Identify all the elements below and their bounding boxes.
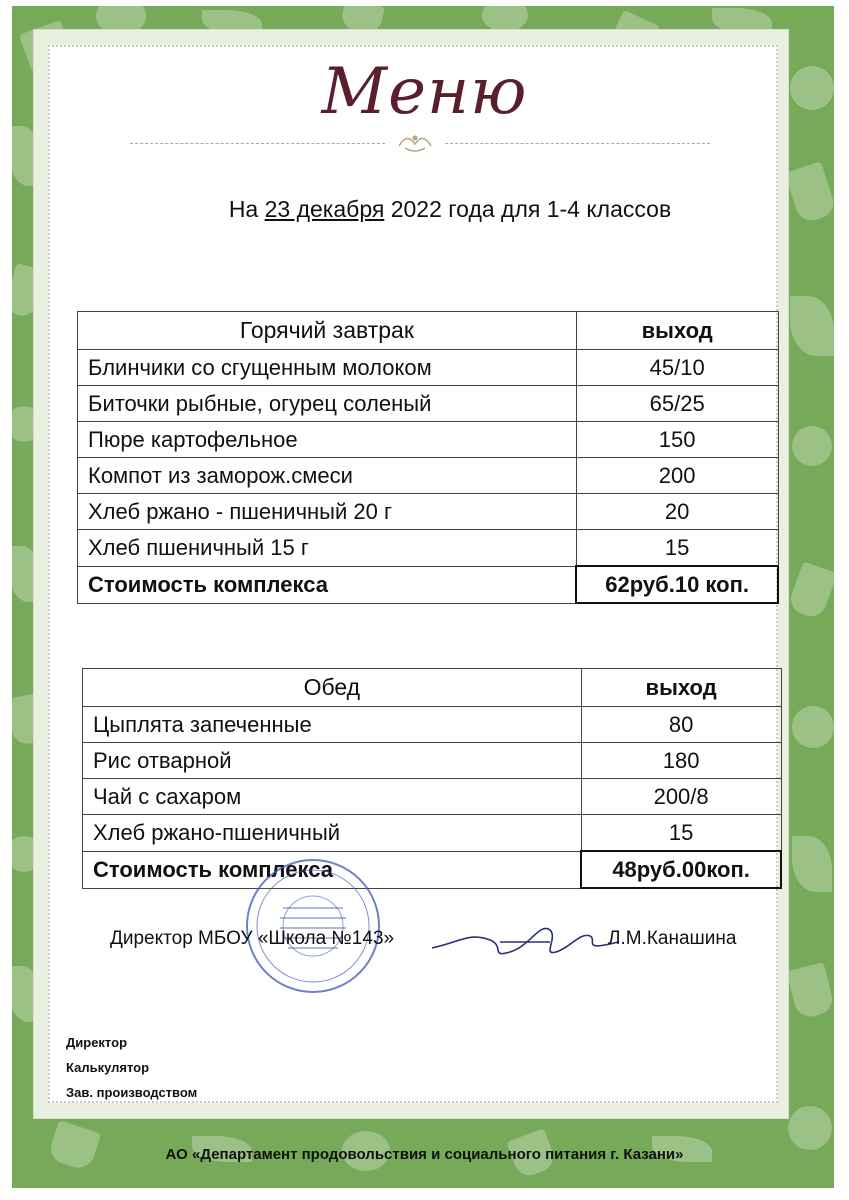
official-stamp	[238, 856, 388, 996]
dish-name: Компот из заморож.смеси	[78, 458, 577, 494]
divider-left	[130, 143, 385, 144]
qty-header: выход	[576, 312, 778, 350]
table-row	[78, 422, 779, 458]
total-row	[78, 566, 779, 603]
dish-qty: 15	[581, 815, 781, 852]
dish-name: Блинчики со сгущенным молоком	[78, 350, 577, 386]
dish-qty: 15	[576, 530, 778, 567]
dish-name: Цыплята запеченные	[83, 707, 582, 743]
menu-date-line	[0, 196, 849, 223]
total-price: 62руб.10 коп.	[576, 566, 778, 603]
total-price: 48руб.00коп.	[581, 851, 781, 888]
divider-right	[445, 143, 710, 144]
dish-qty: 80	[581, 707, 781, 743]
dish-qty: 65/25	[576, 386, 778, 422]
dish-qty: 20	[576, 494, 778, 530]
dish-name: Чай с сахаром	[83, 779, 582, 815]
sig-calculator: Калькулятор	[66, 1060, 150, 1075]
table-row	[78, 386, 779, 422]
table-row	[83, 815, 782, 852]
table-row	[78, 494, 779, 530]
subtitle-prefix: На	[228, 196, 265, 222]
qty-header: выход	[581, 669, 781, 707]
dish-name: Пюре картофельное	[78, 422, 577, 458]
lunch-header: Обед	[83, 669, 582, 707]
signature-list	[66, 1030, 197, 1105]
table-row	[83, 779, 782, 815]
table-header-row	[78, 312, 779, 350]
subtitle-suffix: 2022 года для 1-4 классов	[384, 196, 672, 222]
menu-date: 23 декабря	[264, 196, 385, 222]
organization-footer: АО «Департамент продовольствия и социального питания г. Казани»	[165, 1146, 684, 1163]
table-header-row	[83, 669, 782, 707]
director-title: Директор МБОУ «Школа №143»	[110, 928, 395, 949]
sig-production-head: Зав. производством	[66, 1085, 198, 1100]
dish-qty: 180	[581, 743, 781, 779]
menu-title: Меню	[321, 55, 528, 129]
breakfast-header: Горячий завтрак	[78, 312, 577, 350]
ornament-icon	[395, 128, 435, 156]
table-row	[83, 743, 782, 779]
table-row	[78, 458, 779, 494]
dish-qty: 200	[576, 458, 778, 494]
table-row	[83, 707, 782, 743]
director-name: Л.М.Канашина	[608, 928, 737, 949]
dish-name: Биточки рыбные, огурец соленый	[78, 386, 577, 422]
total-label: Стоимость комплекса	[78, 566, 577, 603]
dish-name: Хлеб ржано-пшеничный	[83, 815, 582, 852]
lunch-table	[82, 668, 782, 889]
dish-name: Хлеб ржано - пшеничный 20 г	[78, 494, 577, 530]
breakfast-table	[77, 311, 779, 604]
table-row	[78, 350, 779, 386]
total-row	[83, 851, 782, 888]
dish-name: Хлеб пшеничный 15 г	[78, 530, 577, 567]
dish-qty: 45/10	[576, 350, 778, 386]
dish-name: Рис отварной	[83, 743, 582, 779]
table-row	[78, 530, 779, 567]
signature	[430, 912, 620, 972]
total-label: Стоимость комплекса	[83, 851, 582, 888]
dish-qty: 150	[576, 422, 778, 458]
sig-director: Директор	[66, 1035, 128, 1050]
dish-qty: 200/8	[581, 779, 781, 815]
